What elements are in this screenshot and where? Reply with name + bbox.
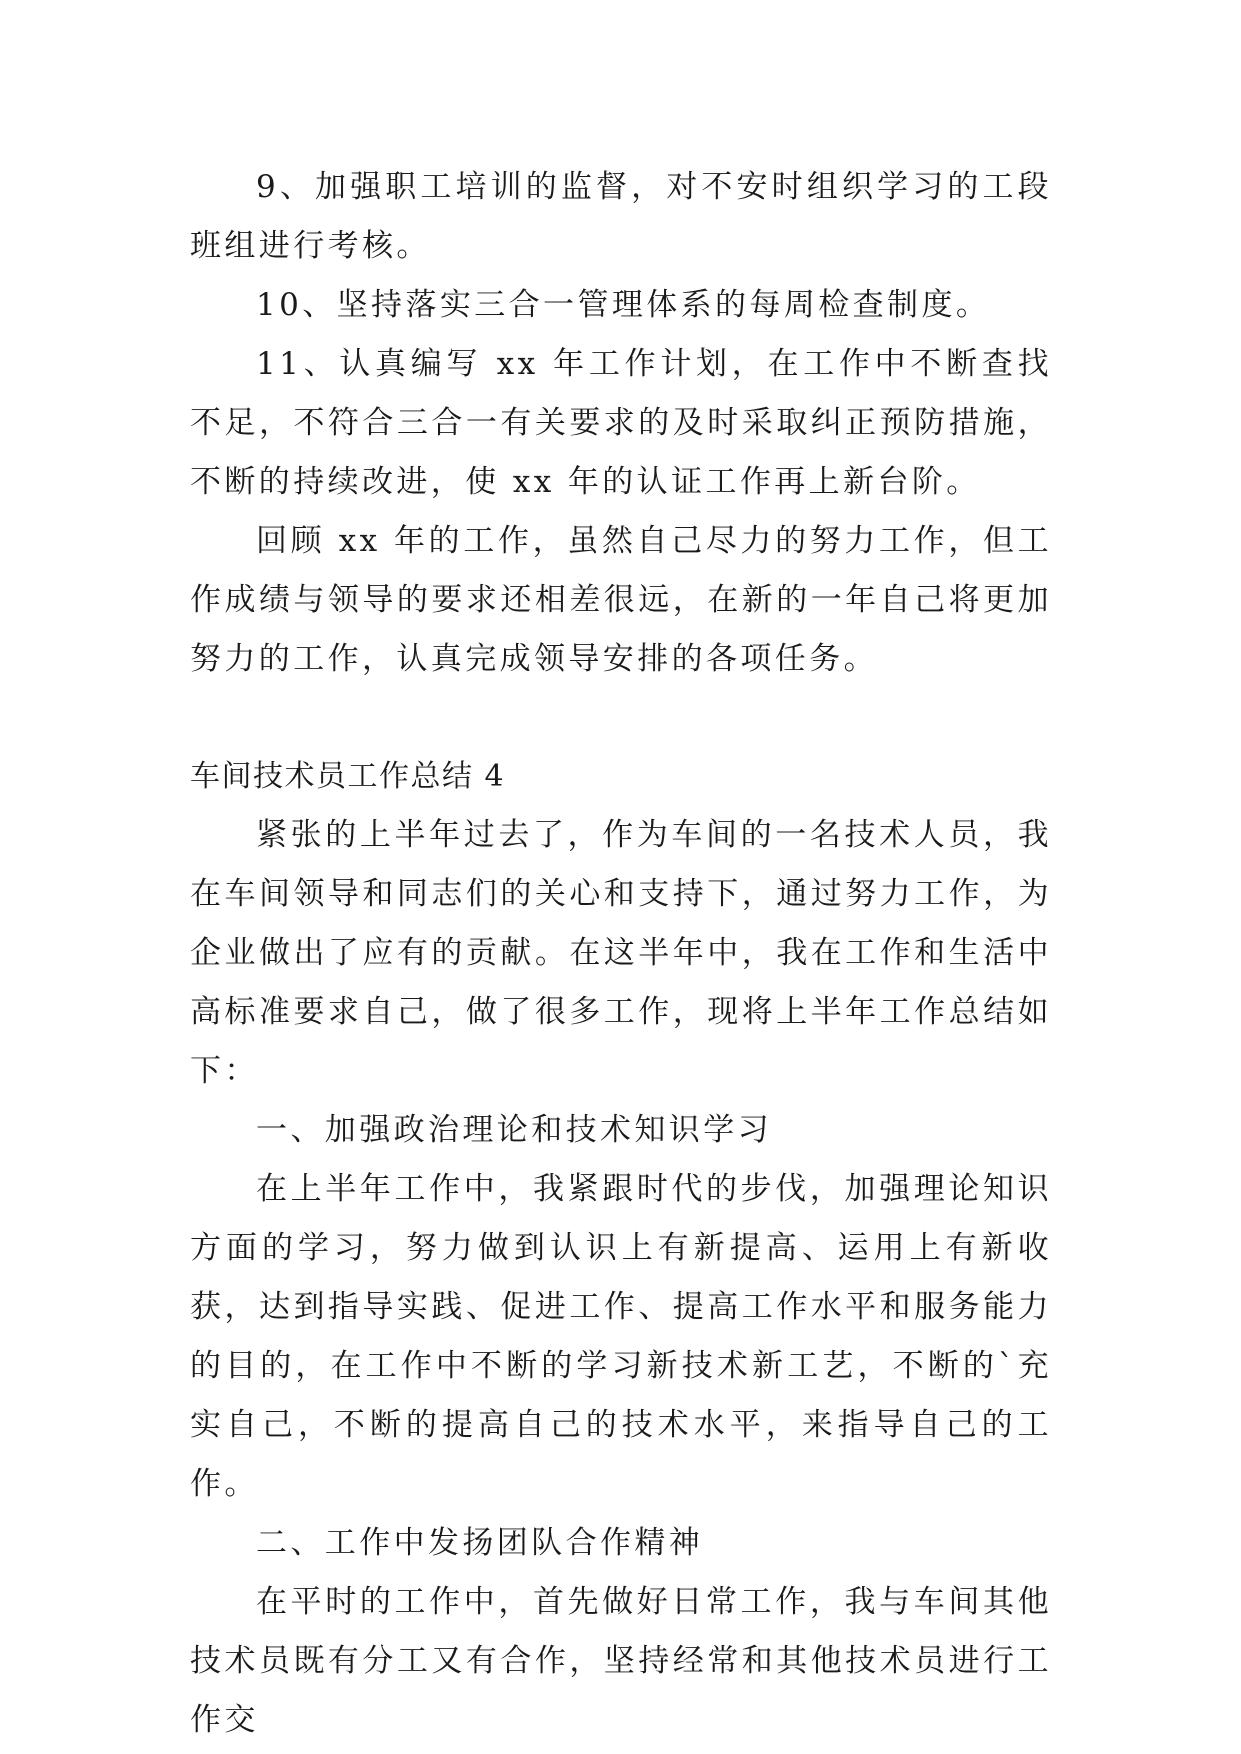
- paragraph-teamwork: 在平时的工作中，首先做好日常工作，我与车间其他技术员既有分工又有合作，坚持经常和其他技术员进行工作交: [190, 1584, 1052, 1738]
- paragraph-item-11: 11、认真编写 xx 年工作计划，在工作中不断查找不足，不符合三合一有关要求的及时采取纠正预防措施，不断的持续改进，使 xx 年的认证工作再上新台阶。: [190, 346, 1052, 500]
- paragraph-study: 在上半年工作中，我紧跟时代的步伐，加强理论知识方面的学习，努力做到认识上有新提高、运用上有新收获，达到指导实践、促进工作、提高工作水平和服务能力的目的，在工作中不断的学习新技术新工艺，不断的`充实自己，不断的提高自己的技术水平，来指导自己的工作。: [190, 1171, 1052, 1502]
- subheading-study: 一、加强政治理论和技术知识学习: [256, 1112, 772, 1148]
- paragraph-review: 回顾 xx 年的工作，虽然自己尽力的努力工作，但工作成绩与领导的要求还相差很远，在新的一年自己将更加努力的工作，认真完成领导安排的各项任务。: [190, 523, 1052, 677]
- paragraph-item-9: 9、加强职工培训的监督，对不安时组织学习的工段班组进行考核。: [190, 169, 1052, 264]
- paragraph-item-10: 10、坚持落实三合一管理体系的每周检查制度。: [256, 287, 991, 323]
- paragraph-intro: 紧张的上半年过去了，作为车间的一名技术人员，我在车间领导和同志们的关心和支持下，通过努力工作，为企业做出了应有的贡献。在这半年中，我在工作和生活中高标准要求自己，做了很多工作，现将上半年工作总结如下：: [190, 817, 1052, 1089]
- section-title: 车间技术员工作总结 4: [190, 759, 506, 794]
- subheading-teamwork: 二、工作中发扬团队合作精神: [256, 1525, 704, 1561]
- document-body: [190, 158, 1052, 1750]
